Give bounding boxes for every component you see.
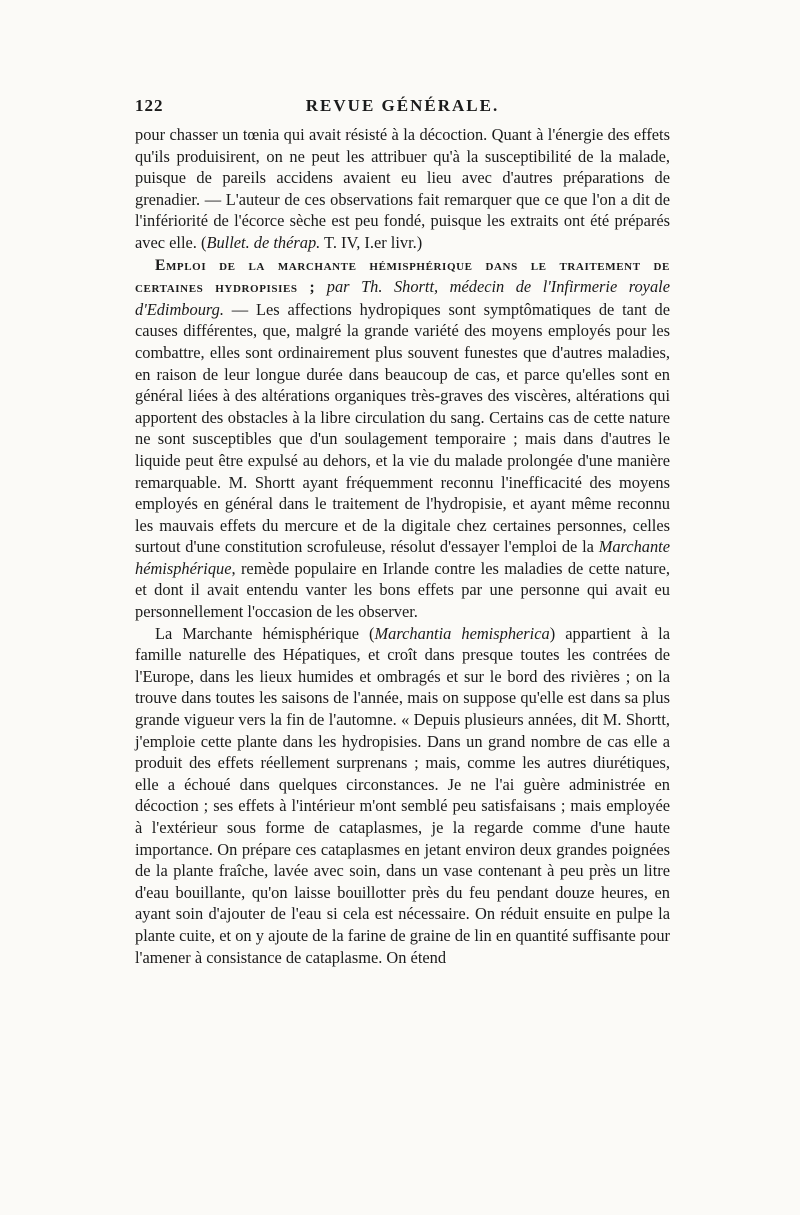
paragraph-1-text-b: T. IV, I.er livr.) bbox=[320, 232, 423, 252]
page-body bbox=[135, 124, 670, 968]
paragraph-3-text-b: ) appartient à la famille naturelle des Hépatiques, et croît dans presque toutes les contrées de l'Europe, dans les lieux humides et ombragés et sur le bord des rivières ; on la trouve dans toutes les saisons de l'année, mais on suppose qu'elle est dans sa plus grande vigueur vers la fin de l'automne. « Depuis plusieurs années, dit M. Shortt, j'emploie cette plante dans les hydropisies. Dans un grand nombre de cas elle a produit des effets réellement surprenans ; mais, comme les autres diurétiques, elle a échoué dans quelques circonstances. Je ne l'ai guère administrée en décoction ; ses effets à l'intérieur m'ont semblé peu satisfaisans ; mais employée à l'extérieur sous forme de cataplasmes, je la regarde comme d'une haute importance. On prépare ces cataplasmes en jetant environ deux grandes poignées de la plante fraîche, lavée avec soin, dans un vase contenant à peu près un litre d'eau bouillante, qu'on laisse bouillotter près du feu pendant douze heures, en ayant soin d'ajouter de l'eau si cela est nécessaire. On réduit ensuite en pulpe la plante cuite, et on y ajoute de la farine de graine de lin en quantité suffisante pour l'amener à consistance de cataplasme. On étend bbox=[135, 623, 670, 967]
page-header bbox=[135, 96, 670, 120]
paragraph-2-text-b: , remède populaire en Irlande contre les maladies de cette nature, et dont il avait entendu vanter les bons effets par une personne qui avait eu personnellement l'occasion de les observer. bbox=[135, 558, 670, 622]
article-title: Emploi de la marchante hémisphérique dans le traitement de certaines hydropisies ; bbox=[135, 256, 670, 297]
paragraph-3-text-a: La Marchante hémisphérique ( bbox=[155, 623, 375, 643]
running-title: REVUE GÉNÉRALE. bbox=[305, 96, 500, 115]
paragraph-3 bbox=[135, 623, 670, 969]
author-name: Th. Shortt bbox=[361, 277, 435, 297]
page-number: 122 bbox=[135, 96, 164, 115]
remedy-name: Marchante hémisphérique bbox=[135, 537, 670, 578]
paragraph-1 bbox=[135, 124, 670, 254]
author-affiliation: , médecin de l'Infirmerie royale d'Edimbourg. bbox=[135, 277, 670, 319]
citation: Bullet. de thérap. bbox=[206, 232, 321, 252]
paragraph-2-text-a: — Les affections hydropiques sont symptômatiques de tant de causes différentes, que, malgré la grande variété des moyens employés pour les combattre, elles sont ordinairement plus souvent funestes que d'autres maladies, en raison de leur longue durée dans beaucoup de cas, et parce qu'elles sont en général liées à des altérations organiques très-graves des viscères, altérations qui apportent des obstacles à la libre circulation du sang. Certains cas de cette nature ne sont susceptibles que d'un soulagement temporaire ; mais dans d'autres le liquide peut être expulsé au dehors, et la vie du malade prolongée d'une manière remarquable. M. Shortt ayant fréquemment reconnu l'inefficacité des moyens employés en général dans le traitement de l'hydropisie, et ayant même reconnu les mauvais effets du mercure et de la digitale chez certaines personnes, celles surtout d'une constitution scrofuleuse, résolut d'essayer l'emploi de la bbox=[135, 299, 670, 557]
latin-name: Marchantia hemispherica bbox=[374, 623, 550, 643]
paragraph-2 bbox=[135, 254, 670, 623]
byline-par: par bbox=[315, 277, 362, 297]
paragraph-1-text-a: pour chasser un tœnia qui avait résisté à la décoction. Quant à l'énergie des effets qu'ils produisirent, on ne peut les attribuer qu'à la susceptibilité de la malade, puisque de pareils accidens avaient eu lieu avec d'autres préparations de grenadier. — L'auteur de ces observations fait remarquer que ce que l'on a dit de l'infériorité de l'écorce sèche est peu fondé, puisque les extraits ont été préparés avec elle. ( bbox=[135, 125, 670, 252]
